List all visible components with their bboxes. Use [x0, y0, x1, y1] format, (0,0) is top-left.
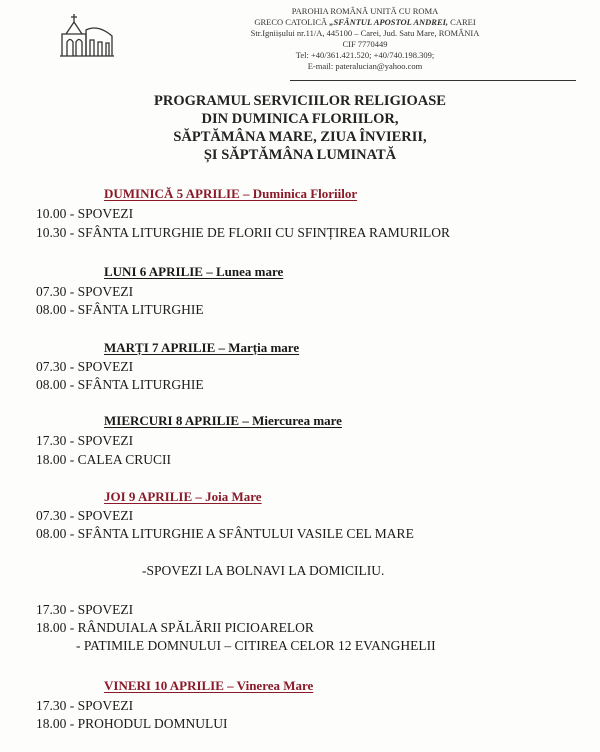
header-email: E-mail: pateralucian@yahoo.com	[307, 61, 423, 71]
header-parish: PAROHIA ROMÂNĂ UNITĂ CU ROMA	[291, 6, 439, 16]
header-cif: CIF 7770449	[342, 39, 388, 49]
day-heading-monday: LUNI 6 APRILIE – Lunea mare	[104, 264, 284, 279]
schedule-item: - PATIMILE DOMNULUI – CITIREA CELOR 12 EVANGHELII	[76, 638, 436, 653]
schedule-item: 17.30 - SPOVEZI	[36, 698, 134, 713]
schedule-item: 18.00 - RÂNDUIALA SPĂLĂRII PICIOARELOR	[36, 620, 314, 635]
page-title-line-1: PROGRAMUL SERVICIILOR RELIGIOASE	[154, 93, 446, 109]
schedule-item: 08.00 - SFÂNTA LITURGHIE	[36, 302, 204, 317]
day-heading-thursday: JOI 9 APRILIE – Joia Mare	[104, 489, 262, 504]
header-church-name: „SFÂNTUL APOSTOL ANDREI,	[329, 17, 449, 27]
schedule-item: 07.30 - SPOVEZI	[36, 284, 134, 299]
schedule-item: 08.00 - SFÂNTA LITURGHIE	[36, 377, 204, 392]
day-heading-wednesday: MIERCURI 8 APRILIE – Miercurea mare	[104, 413, 342, 428]
schedule-item: 10.00 - SPOVEZI	[36, 206, 134, 221]
day-heading-sunday: DUMINICĂ 5 APRILIE – Duminica Floriilor	[104, 186, 358, 201]
day-heading-friday: VINERI 10 APRILIE – Vinerea Mare	[104, 678, 314, 693]
church-logo-icon	[58, 10, 116, 58]
header-church-city: CAREI	[448, 17, 476, 27]
header-church	[230, 17, 500, 28]
day-heading-tuesday: MARȚI 7 APRILIE – Marția mare	[104, 340, 300, 355]
page-title-line-4: ȘI SĂPTĂMÂNA LUMINATĂ	[203, 147, 397, 163]
header-address: Str.Igniișului nr.11/A, 445100 – Carei, Jud. Satu Mare, ROMÂNIA	[250, 28, 480, 38]
schedule-item: 18.00 - CALEA CRUCII	[36, 452, 171, 467]
schedule-item: 07.30 - SPOVEZI	[36, 508, 134, 523]
schedule-item: 17.30 - SPOVEZI	[36, 433, 134, 448]
header-church-prefix: GRECO CATOLICĂ	[254, 17, 330, 27]
schedule-item: 17.30 - SPOVEZI	[36, 602, 134, 617]
schedule-item: 08.00 - SFÂNTA LITURGHIE A SFÂNTULUI VASILE CEL MARE	[36, 526, 414, 541]
header-divider	[290, 80, 576, 81]
header-tel: Tel: +40/361.421.520; +40/740.198.309;	[295, 50, 435, 60]
schedule-item: 18.00 - PROHODUL DOMNULUI	[36, 716, 228, 731]
schedule-item: 07.30 - SPOVEZI	[36, 359, 134, 374]
page-title-line-3: SĂPTĂMÂNA MARE, ZIUA ÎNVIERII,	[173, 129, 427, 145]
schedule-note: -SPOVEZI LA BOLNAVI LA DOMICILIU.	[142, 563, 385, 578]
schedule-item: 10.30 - SFÂNTA LITURGHIE DE FLORII CU SFINȚIREA RAMURILOR	[36, 225, 451, 240]
page-title-line-2: DIN DUMINICA FLORIILOR,	[201, 111, 399, 127]
